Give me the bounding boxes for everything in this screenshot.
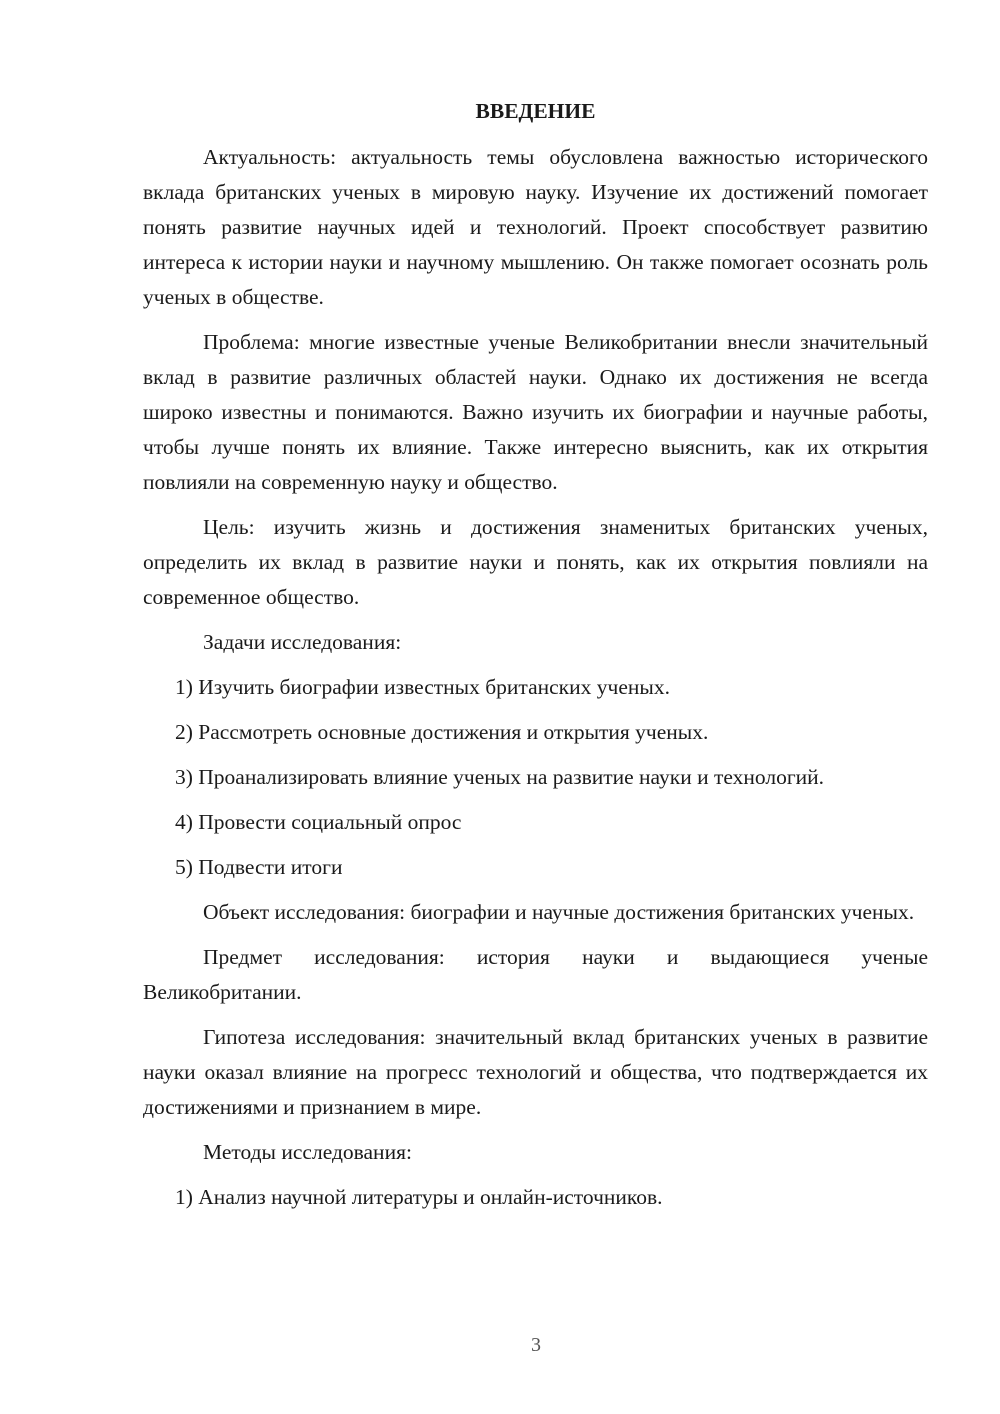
subject-paragraph: Предмет исследования: история науки и выдающиеся ученые Великобритании.: [143, 945, 928, 1004]
task-item-1: 1) Изучить биографии известных британских ученых.: [175, 675, 670, 699]
task-item-3: 3) Проанализировать влияние ученых на развитие науки и технологий.: [175, 765, 825, 789]
method-item-1: 1) Анализ научной литературы и онлайн-источников.: [175, 1185, 663, 1209]
methods-heading: Методы исследования:: [203, 1140, 412, 1164]
object-paragraph: Объект исследования: биографии и научные достижения британских ученых.: [203, 900, 915, 924]
hypothesis-paragraph: Гипотеза исследования: значительный вклад британских ученых в развитие науки оказал влияние на прогресс технологий и общества, что подтверждается их достижениями и признанием в мире.: [143, 1025, 928, 1119]
problem-paragraph: Проблема: многие известные ученые Великобритании внесли значительный вклад в развитие различных областей науки. Однако их достижения не всегда широко известны и понимаются. Важно изучить их биографии и научные работы, чтобы лучше понять их влияние. Также интересно выяснить, как их открытия повлияли на современную науку и общество.: [143, 330, 928, 494]
task-item-4: 4) Провести социальный опрос: [175, 810, 462, 834]
relevance-paragraph: Актуальность: актуальность темы обусловлена важностью исторического вклада британских ученых в мировую науку. Изучение их достижений помогает понять развитие научных идей и технологий. Проект способствует развитию интереса к истории науки и научному мышлению. Он также помогает осознать роль ученых в обществе.: [143, 145, 928, 309]
tasks-heading: Задачи исследования:: [203, 630, 402, 654]
goal-paragraph: Цель: изучить жизнь и достижения знаменитых британских ученых, определить их вклад в развитие науки и понять, как их открытия повлияли на современное общество.: [143, 515, 928, 609]
page-number: 3: [531, 1334, 541, 1356]
task-item-2: 2) Рассмотреть основные достижения и открытия ученых.: [175, 720, 709, 744]
task-item-5: 5) Подвести итоги: [175, 855, 343, 879]
document-page: [143, 92, 928, 1225]
page-title: ВВЕДЕНИЕ: [475, 99, 596, 123]
